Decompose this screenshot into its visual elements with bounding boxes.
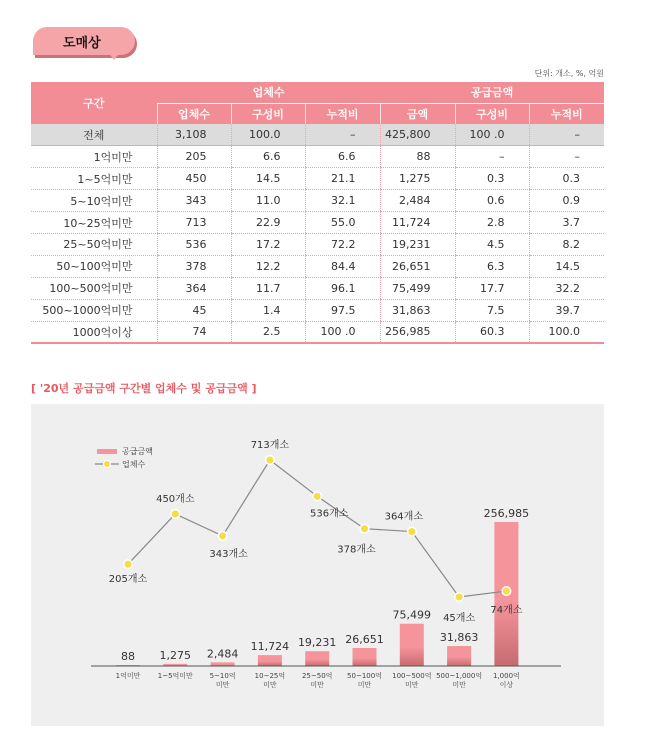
table-cell: 60.3 [455,321,529,343]
table-cell: 2.8 [455,212,529,234]
table-row [31,146,604,168]
x-tick-label-6: 100~500억 [392,672,432,680]
x-tick-label-3: 10~25억 [254,672,286,680]
line-point-4 [313,492,322,501]
bar-label-6: 75,499 [392,608,432,622]
table-cell: 31,863 [380,299,455,321]
table-row [31,321,604,343]
line-label-3: 713개소 [250,440,290,451]
table-cell: 6.3 [455,255,529,277]
table-cell: 45 [157,299,231,321]
row-label: 1000억이상 [31,321,157,343]
table-cell: 100 .0 [305,321,380,343]
table-cell: 19,231 [380,233,455,255]
row-label: 1억미만 [31,146,157,168]
line-point-3 [266,456,275,465]
line-label-6: 364개소 [384,511,424,523]
unit-note: 단위: 개소, %, 억원 [534,69,604,78]
table-cell: 100.0 [231,124,305,146]
row-label: 25~50억미만 [31,233,157,255]
table-cell: 100.0 [529,321,604,343]
bar-2 [211,662,235,666]
bar-3 [258,655,282,666]
row-label: 50~100억미만 [31,255,157,277]
table-row [31,190,604,212]
bar-label-1: 1,275 [159,648,192,662]
line-point-6 [408,527,417,536]
table-cell: 96.1 [305,277,380,299]
subheader-4: 구성비 [455,103,529,124]
line-point-7 [455,593,464,602]
row-label: 500~1000억미만 [31,299,157,321]
x-tick-label-5: 50~100억 [347,672,382,680]
table-cell: 8.2 [529,233,604,255]
table-cell: 26,651 [380,255,455,277]
row-label: 100~500억미만 [31,277,157,299]
bar-6 [400,624,424,666]
line-label-4: 536개소 [309,508,349,520]
legend-line-label: 업체수 [122,460,146,469]
x-tick-label-2: 5~10억 [209,672,236,680]
bar-label-2: 2,484 [206,647,239,661]
subheader-2: 누적비 [305,103,380,124]
table-cell: 14.5 [529,255,604,277]
table-cell: 0.6 [455,190,529,212]
line-label-1: 450개소 [156,493,195,505]
bar-label-5: 26,651 [345,633,384,647]
table-cell: 364 [157,277,231,299]
table-cell: 72.2 [305,233,380,255]
table-cell: 97.5 [305,299,380,321]
table-cell: 21.1 [305,168,380,190]
x-tick-label-7: 미만 [452,681,466,689]
row-label: 5~10억미만 [31,190,157,212]
table-row [31,255,604,277]
x-tick-label-6: 미만 [405,681,419,689]
line-point-8 [502,587,511,596]
bar-label-4: 19,231 [297,636,337,650]
line-label-0: 205개소 [108,574,148,586]
x-tick-label-4: 미만 [310,681,324,689]
subheader-1: 구성비 [231,103,305,124]
subheader-3: 금액 [380,103,455,124]
legend-line-point [104,461,111,468]
subheader-0: 업체수 [157,103,231,124]
table-cell: 256,985 [380,321,455,343]
table-cell: 205 [157,146,231,168]
table-cell: 3,108 [157,124,231,146]
table-cell: 11.0 [231,190,305,212]
legend-bar-swatch [97,449,117,454]
table-cell: 6.6 [305,146,380,168]
table-cell: – [455,146,529,168]
table-cell: 14.5 [231,168,305,190]
table-cell: 84.4 [305,255,380,277]
header-group-count: 업체수 [157,82,380,103]
table-cell: 2,484 [380,190,455,212]
table-cell: 1.4 [231,299,305,321]
table-cell: 11.7 [231,277,305,299]
table-cell: – [529,146,604,168]
x-tick-label-8: 1,000억 [492,672,520,680]
table-cell: 425,800 [380,124,455,146]
table-row [31,124,604,146]
chart-panel [31,404,604,726]
x-tick-label-8: 이상 [499,681,514,689]
header-group-amount: 공급금액 [380,82,604,103]
table-cell: 1,275 [380,168,455,190]
subheader-5: 누적비 [529,103,604,124]
x-tick-label-2: 미만 [215,681,230,689]
table-cell: 11,724 [380,212,455,234]
table-row [31,233,604,255]
line-point-1 [171,510,180,519]
table-cell: 713 [157,212,231,234]
table-cell: 6.6 [231,146,305,168]
row-label: 1~5억미만 [31,168,157,190]
table-cell: 88 [380,146,455,168]
bar-label-0: 88 [121,650,135,663]
data-table [31,82,604,344]
x-tick-label-0: 1억미만 [115,672,141,680]
line-label-2: 343개소 [209,548,248,560]
table-cell: 17.2 [231,233,305,255]
table-cell: 2.5 [231,321,305,343]
header-corner: 구간 [31,82,157,124]
table-row [31,168,604,190]
x-tick-label-5: 미만 [357,681,372,689]
combo-chart [31,404,604,726]
bar-label-8: 256,985 [483,507,530,520]
bar-4 [305,651,329,666]
table-cell: 32.2 [529,277,604,299]
bar-label-7: 31,863 [439,631,479,645]
table-cell: 378 [157,255,231,277]
line-point-5 [360,524,369,533]
table-cell: 39.7 [529,299,604,321]
line-point-0 [124,560,133,569]
line-series [128,460,506,597]
x-tick-label-7: 500~1,000억 [436,672,483,680]
section-badge-label: 도매상 [63,35,101,51]
legend-bar-label: 공급금액 [122,447,153,456]
table-cell: – [529,124,604,146]
table-cell: 450 [157,168,231,190]
table-cell: 7.5 [455,299,529,321]
x-tick-label-1: 1~5억미만 [157,672,193,680]
table-cell: 4.5 [455,233,529,255]
table-row [31,299,604,321]
bar-7 [447,646,471,666]
table-cell: 55.0 [305,212,380,234]
line-label-8: 74개소 [490,605,523,617]
table-cell: – [305,124,380,146]
table-row [31,212,604,234]
table-cell: 32.1 [305,190,380,212]
bar-5 [353,648,377,666]
x-tick-label-3: 미만 [263,681,277,689]
row-label: 10~25억미만 [31,212,157,234]
row-label: 전체 [31,124,157,146]
section-badge-tail [108,52,120,60]
line-label-5: 378개소 [337,544,376,556]
section-badge [33,27,135,55]
table-cell: 17.7 [455,277,529,299]
table-cell: 343 [157,190,231,212]
table-cell: 3.7 [529,212,604,234]
x-tick-label-4: 25~50억 [301,672,333,680]
table-cell: 12.2 [231,255,305,277]
line-point-2 [218,532,227,541]
line-label-7: 45개소 [443,613,476,624]
table-cell: 0.9 [529,190,604,212]
table-cell: 100 .0 [455,124,529,146]
table-cell: 0.3 [529,168,604,190]
bar-label-3: 11,724 [250,640,290,654]
table-cell: 0.3 [455,168,529,190]
table-cell: 74 [157,321,231,343]
chart-title: [ '20년 공급금액 구간별 업체수 및 공급금액 ] [31,382,257,395]
table-cell: 22.9 [231,212,305,234]
table-row [31,277,604,299]
table-cell: 75,499 [380,277,455,299]
table-cell: 536 [157,233,231,255]
